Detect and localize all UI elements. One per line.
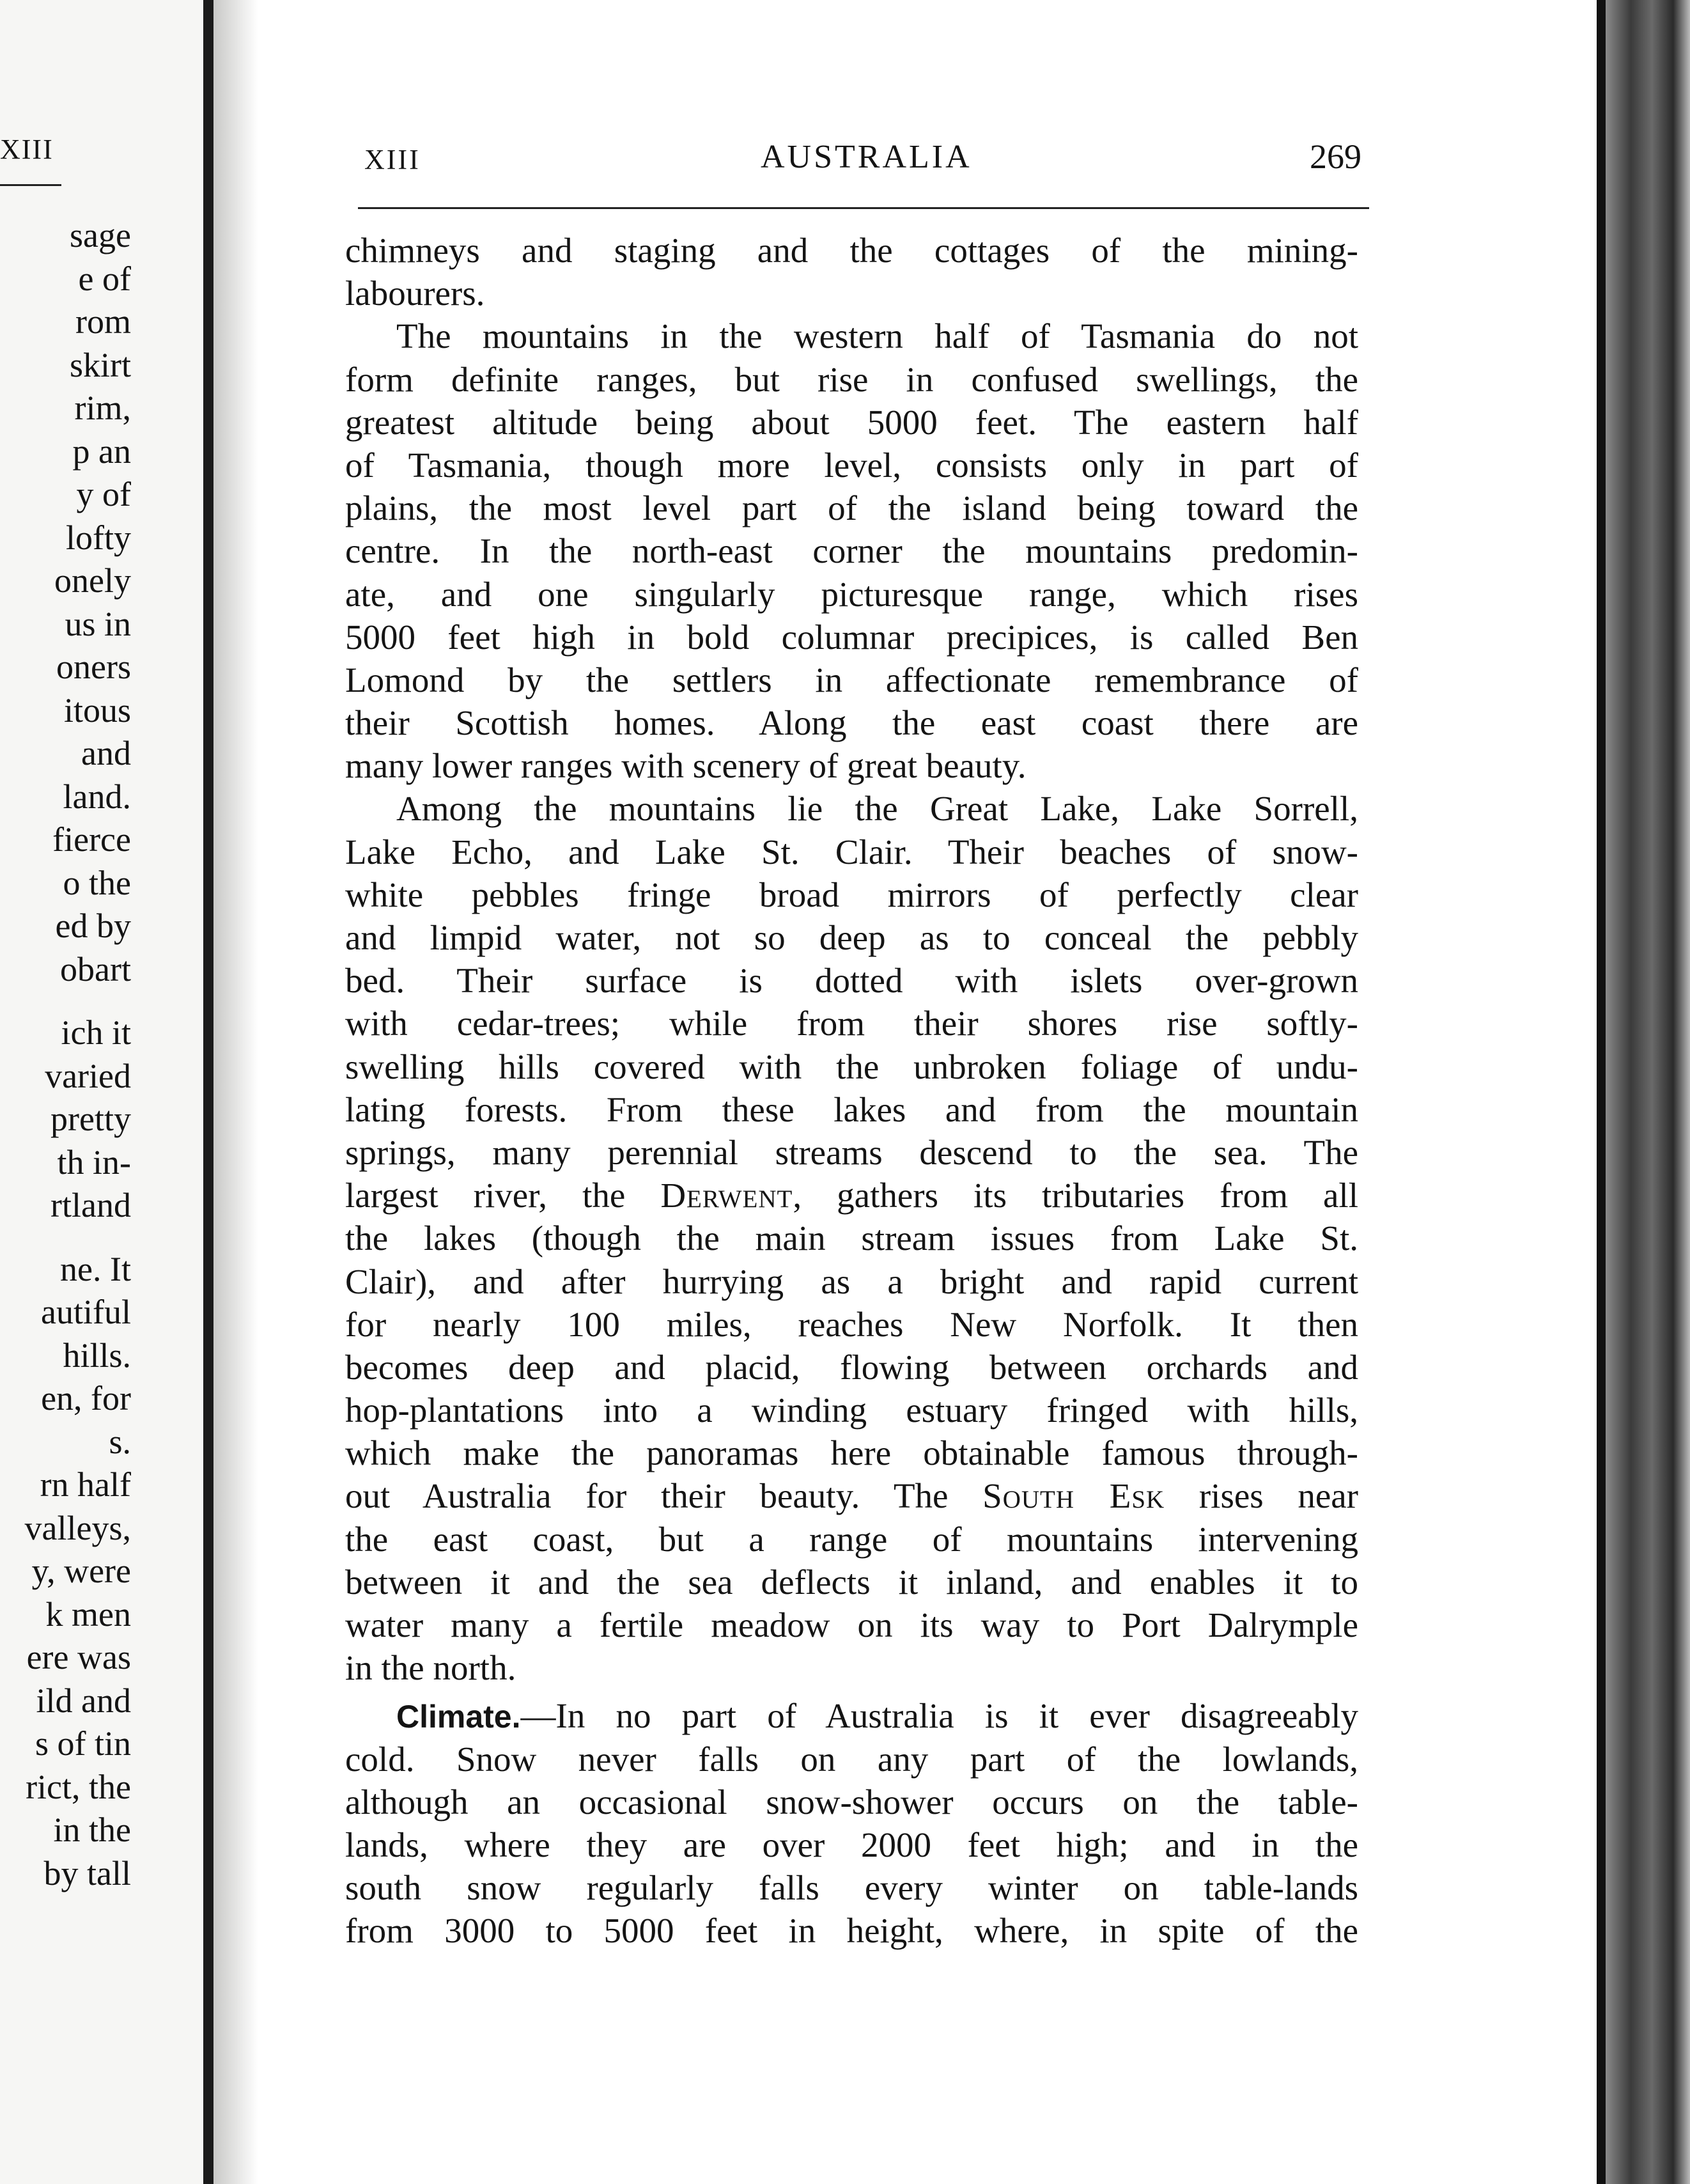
left-line: obart <box>60 949 131 988</box>
text-line: plains, the most level part of the island being toward the <box>345 488 1358 528</box>
text-line: greatest altitude being about 5000 feet. The eastern half <box>345 402 1358 442</box>
left-line: by tall <box>43 1853 131 1892</box>
text-line: and limpid water, not so deep as to conceal the pebbly <box>345 918 1358 957</box>
text-line: from 3000 to 5000 feet in height, where, in spite of the <box>345 1911 1358 1951</box>
text-line: of Tasmania, though more level, consists only in part of <box>345 445 1358 485</box>
text-line <box>345 1474 1358 1517</box>
book-page <box>345 128 1368 1951</box>
text-run: rises near <box>1165 1476 1358 1516</box>
left-line: p an <box>72 432 131 471</box>
text-line: the lakes (though the main stream issues from Lake St. <box>345 1219 1358 1258</box>
left-line: sage <box>70 216 131 254</box>
text-line: 5000 feet high in bold columnar precipices, is called Ben <box>345 617 1358 657</box>
left-line: th in- <box>57 1143 131 1182</box>
text-line: The mountains in the western half of Tasmania do not <box>396 316 1358 356</box>
header-rule <box>358 207 1369 209</box>
text-line: ate, and one singularly picturesque range, which rises <box>345 574 1358 614</box>
left-line: rict, the <box>26 1767 131 1806</box>
text-line: cold. Snow never falls on any part of the lowlands, <box>345 1739 1358 1779</box>
text-line: in the north. <box>345 1648 516 1688</box>
left-line: ild and <box>36 1681 131 1720</box>
left-header-rule <box>0 184 61 186</box>
left-line: s. <box>109 1422 131 1461</box>
left-line: o the <box>63 863 131 902</box>
left-page-text <box>0 214 131 1895</box>
left-line: lofty <box>66 518 131 557</box>
text-run: —In no part of Australia is it ever disagreeably <box>520 1696 1358 1736</box>
left-line: ich it <box>61 1013 131 1052</box>
left-line: y of <box>76 475 131 513</box>
page-number: 269 <box>1310 137 1361 176</box>
left-line: k men <box>45 1595 131 1634</box>
left-line: s of tin <box>35 1724 131 1763</box>
text-line: water many a fertile meadow on its way to Port Dalrymple <box>345 1605 1358 1644</box>
left-line: rom <box>75 302 131 341</box>
text-line: swelling hills covered with the unbroken foliage of undu- <box>345 1047 1358 1086</box>
running-title: AUSTRALIA <box>761 139 972 175</box>
left-line: hills. <box>63 1336 131 1375</box>
left-line: ere was <box>26 1638 131 1676</box>
left-line: rim, <box>74 389 131 427</box>
text-line: labourers. <box>345 274 485 313</box>
left-line: ne. It <box>60 1249 131 1288</box>
left-line: onely <box>54 561 131 600</box>
left-running-head: XIII <box>0 134 54 165</box>
text-run: largest river, the <box>345 1176 661 1215</box>
book-gutter <box>203 0 213 2184</box>
left-line: skirt <box>69 345 131 384</box>
text-line: between it and the sea deflects it inland, and enables it to <box>345 1562 1358 1602</box>
text-line: the east coast, but a range of mountains intervening <box>345 1519 1358 1559</box>
text-line: centre. In the north-east corner the mountains predomin- <box>345 531 1358 571</box>
text-line: hop-plantations into a winding estuary fringed with hills, <box>345 1391 1358 1430</box>
gutter-shadow <box>213 0 258 2184</box>
left-line: valleys, <box>24 1508 131 1547</box>
river-name-derwent: Derwent <box>660 1176 793 1215</box>
left-line: land. <box>63 777 131 816</box>
left-gap <box>0 1228 131 1248</box>
left-line: fierce <box>52 820 131 859</box>
text-line: lands, where they are over 2000 feet high; and in the <box>345 1825 1358 1864</box>
left-line: itous <box>63 690 131 729</box>
text-line: their Scottish homes. Along the east coast there are <box>345 703 1358 743</box>
river-name-south-esk: South Esk <box>982 1476 1165 1516</box>
left-facing-page <box>0 0 203 2184</box>
text-line <box>345 1694 1358 1737</box>
text-line: Lomond by the settlers in affectionate remembrance of <box>345 660 1358 699</box>
left-line: varied <box>45 1056 131 1095</box>
text-line: chimneys and staging and the cottages of the mining- <box>345 231 1358 270</box>
text-line: bed. Their surface is dotted with islets over-grown <box>345 961 1358 1001</box>
left-line: in the <box>53 1811 131 1849</box>
left-line: e of <box>78 259 131 298</box>
text-line: lating forests. From these lakes and from the mountain <box>345 1089 1358 1129</box>
text-line: Clair), and after hurrying as a bright and rapid current <box>345 1261 1358 1301</box>
text-line: springs, many perennial streams descend to the sea. The <box>345 1132 1358 1172</box>
left-line: en, for <box>41 1379 131 1417</box>
text-line: many lower ranges with scenery of great beauty. <box>345 746 1027 786</box>
text-line: although an occasional snow-shower occurs on the table- <box>345 1782 1358 1821</box>
chapter-number: XIII <box>364 144 421 175</box>
left-line: rtland <box>50 1186 131 1224</box>
left-line: y, were <box>31 1552 131 1590</box>
text-line: south snow regularly falls every winter on table-lands <box>345 1868 1358 1908</box>
left-line: ed by <box>55 907 131 945</box>
body-text <box>345 229 1358 1953</box>
left-line: and <box>81 734 131 772</box>
text-line: with cedar-trees; while from their shores rise softly- <box>345 1004 1358 1043</box>
running-header <box>345 128 1368 198</box>
left-gap <box>0 991 131 1011</box>
left-line: pretty <box>50 1100 131 1138</box>
text-run: , gathers its tributaries from all <box>793 1176 1358 1215</box>
section-heading-climate: Climate. <box>396 1699 521 1735</box>
left-line: us in <box>65 604 131 643</box>
text-line: white pebbles fringe broad mirrors of perfectly clear <box>345 875 1358 914</box>
text-line <box>345 1174 1358 1217</box>
text-run: out Australia for their beauty. The <box>345 1476 983 1516</box>
left-line: rn half <box>40 1465 131 1504</box>
text-line: for nearly 100 miles, reaches New Norfolk. It then <box>345 1304 1358 1344</box>
left-line: oners <box>56 648 131 686</box>
book-page-edges <box>1606 0 1690 2184</box>
text-line: which make the panoramas here obtainable famous through- <box>345 1433 1358 1473</box>
text-line: form definite ranges, but rise in confused swellings, the <box>345 359 1358 399</box>
text-line: becomes deep and placid, flowing between orchards and <box>345 1347 1358 1387</box>
text-line: Among the mountains lie the Great Lake, Lake Sorrell, <box>396 789 1358 829</box>
text-line: Lake Echo, and Lake St. Clair. Their beaches of snow- <box>345 832 1358 871</box>
left-line: autiful <box>41 1293 131 1331</box>
